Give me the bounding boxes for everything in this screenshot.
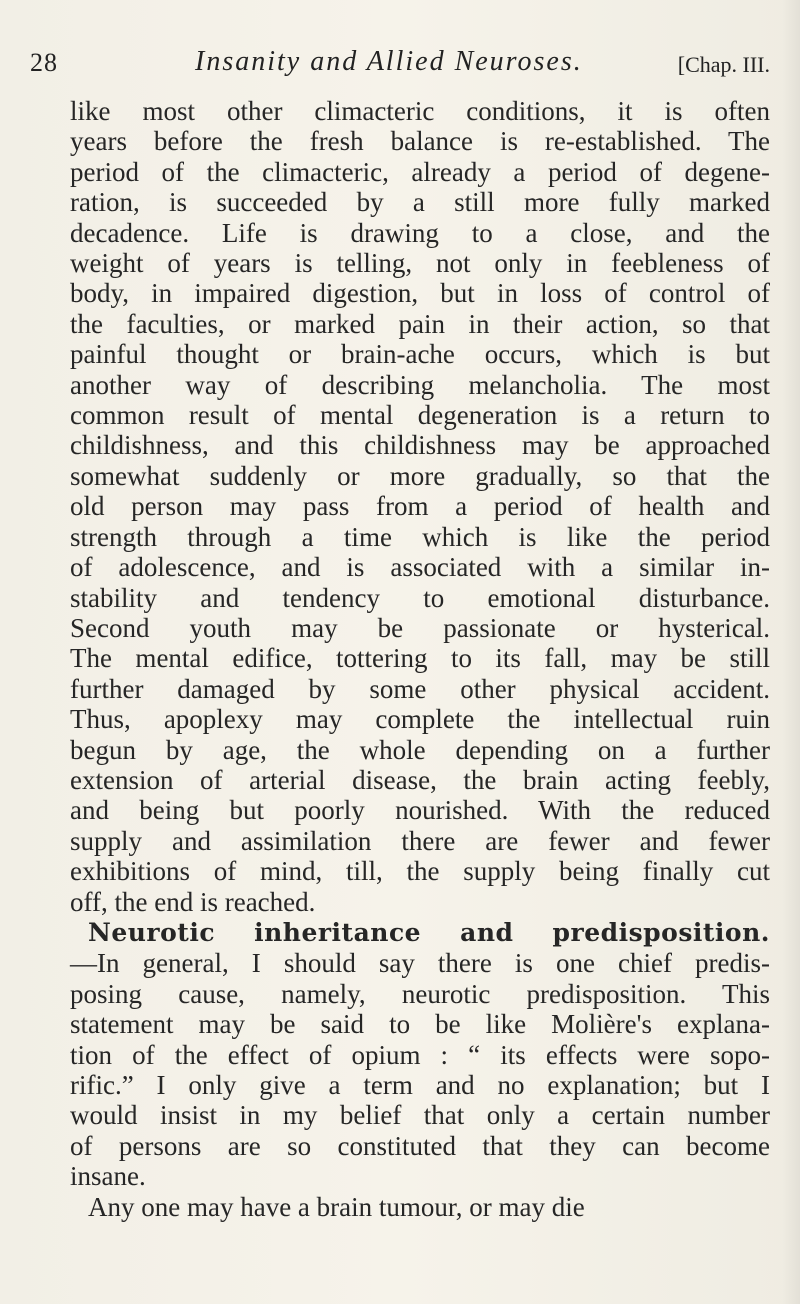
- text-line: strength through a time which is like the period: [70, 521, 770, 552]
- text-line: would insist in my belief that only a certain number: [70, 1100, 770, 1131]
- text-line: Second youth may be passionate or hysterical.: [70, 612, 770, 643]
- text-line: period of the climacteric, already a period of degene-: [70, 156, 770, 187]
- text-line: childishness, and this childishness may be approached: [70, 430, 770, 461]
- text-line: ration, is succeeded by a still more fully marked: [70, 187, 770, 218]
- paragraph-1: [70, 96, 770, 917]
- section-heading-line: [70, 917, 770, 948]
- running-title: Insanity and Allied Neuroses.: [195, 46, 583, 77]
- section-neurotic-inheritance: [70, 917, 770, 1192]
- text-line: and being but poorly nourished. With the reduced: [70, 795, 770, 826]
- text-line: stability and tendency to emotional disturbance.: [70, 582, 770, 613]
- text-line: weight of years is telling, not only in feebleness of: [70, 248, 770, 279]
- page-number: 28: [30, 48, 58, 77]
- text-line: old person may pass from a period of health and: [70, 491, 770, 522]
- text-line: statement may be said to be like Molière's explana-: [70, 1009, 770, 1040]
- text-line: The mental edifice, tottering to its fall, may be still: [70, 643, 770, 674]
- text-line: tion of the effect of opium : “ its effects were sopo-: [70, 1039, 770, 1070]
- text-line: insane.: [70, 1161, 146, 1192]
- text-line: decadence. Life is drawing to a close, and the: [70, 217, 770, 248]
- chapter-label: [Chap. III.: [677, 52, 770, 77]
- text-line: exhibitions of mind, till, the supply being finally cut: [70, 856, 770, 887]
- text-line: off, the end is reached.: [70, 886, 316, 917]
- text-line: further damaged by some other physical accident.: [70, 673, 770, 704]
- text-line: begun by age, the whole depending on a further: [70, 734, 770, 765]
- body-text: [70, 96, 770, 1222]
- text-line: another way of describing melancholia. The most: [70, 369, 770, 400]
- text-line: painful thought or brain-ache occurs, which is but: [70, 339, 770, 370]
- text-line: Any one may have a brain tumour, or may die: [88, 1191, 585, 1222]
- text-line: Thus, apoplexy may complete the intellectual ruin: [70, 704, 770, 735]
- paragraph-3: [70, 1192, 770, 1222]
- text-line: of adolescence, and is associated with a similar in-: [70, 552, 770, 583]
- section-heading: Neurotic inheritance and predisposition.: [88, 917, 770, 947]
- text-line: of persons are so constituted that they can become: [70, 1130, 770, 1161]
- text-line: the faculties, or marked pain in their action, so that: [70, 308, 770, 339]
- text-line: years before the fresh balance is re-established. The: [70, 126, 770, 157]
- text-line: body, in impaired digestion, but in loss of control of: [70, 278, 770, 309]
- text-line: common result of mental degeneration is a return to: [70, 400, 770, 431]
- text-line: rific.” I only give a term and no explanation; but I: [70, 1070, 770, 1100]
- text-line: —In general, I should say there is one chief predis-: [70, 948, 770, 979]
- text-line: supply and assimilation there are fewer and fewer: [70, 825, 770, 856]
- text-line: posing cause, namely, neurotic predisposition. This: [70, 978, 770, 1009]
- text-line: extension of arterial disease, the brain acting feebly,: [70, 764, 770, 795]
- page-edge-shadow: [782, 0, 800, 1304]
- text-line: like most other climacteric conditions, it is often: [70, 96, 770, 126]
- page-header: [30, 40, 770, 80]
- text-line: somewhat suddenly or more gradually, so that the: [70, 460, 770, 491]
